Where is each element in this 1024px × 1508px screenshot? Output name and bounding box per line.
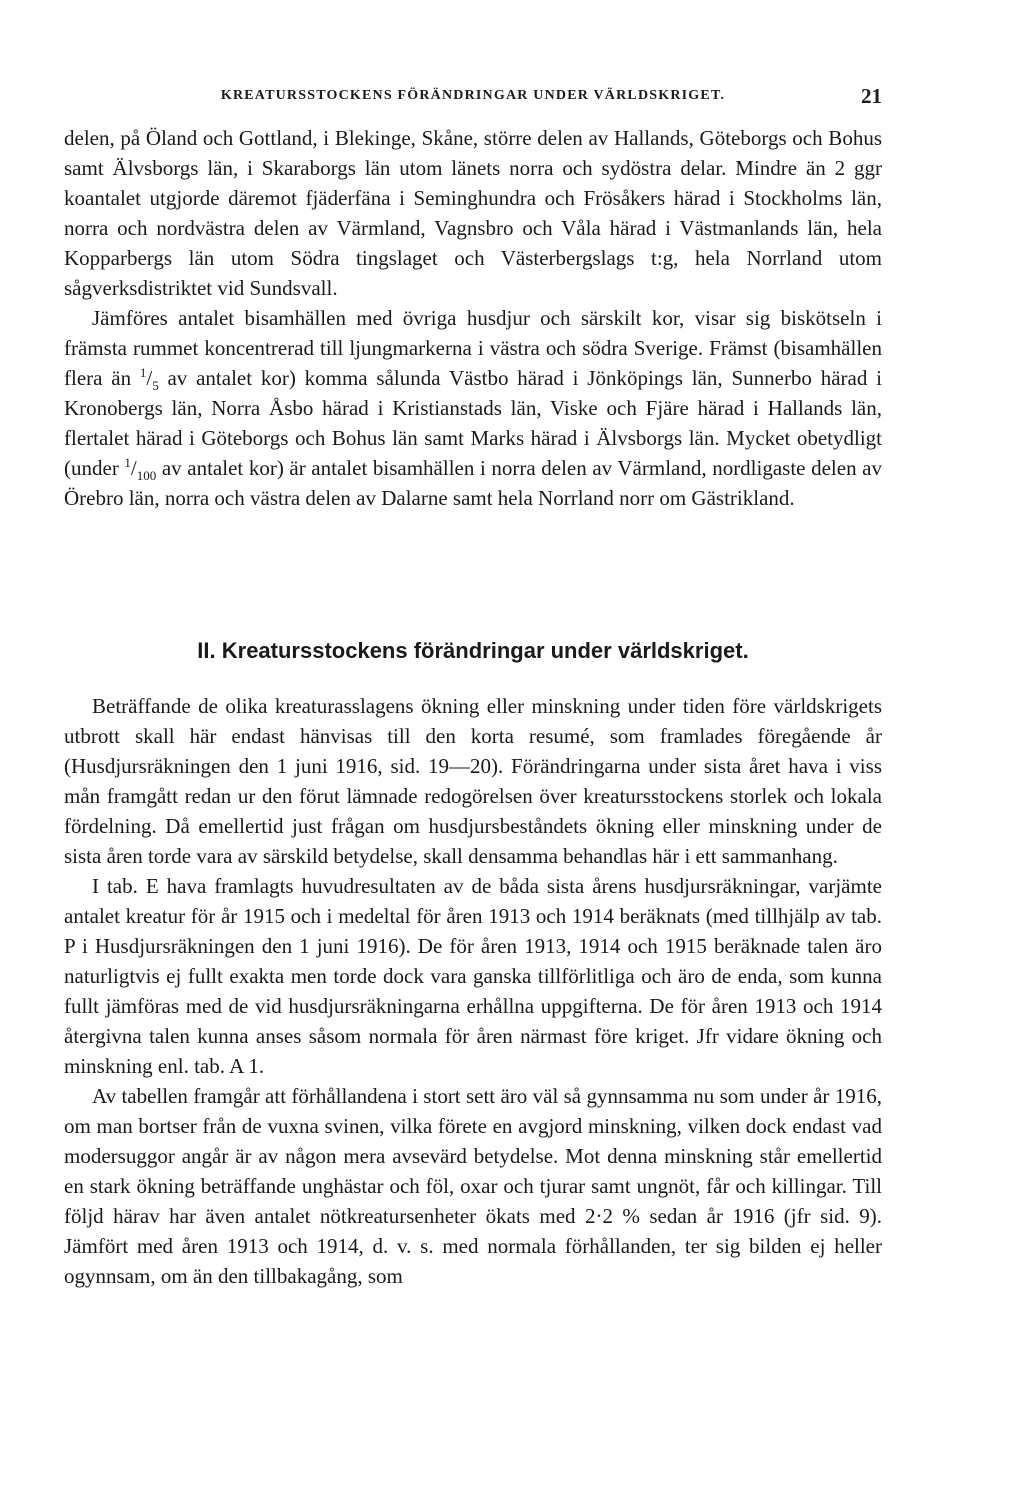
section-2-text <box>64 691 882 1291</box>
running-title: KREATURSSTOCKENS FÖRÄNDRINGAR UNDER VÄRLDSKRIGET. <box>220 88 726 103</box>
fraction-denominator: 100 <box>136 468 157 484</box>
paragraph-text: Jämföres antalet bisamhällen med övriga husdjur och särskilt kor, visar sig biskötseln i främsta rummet koncentrerad till ljungmarkerna i västra och södra Sverige. Främst (bisamhällen flera än <box>64 306 882 390</box>
section-1-text <box>64 123 882 513</box>
fraction-numerator: 1 <box>139 365 147 380</box>
page-number: 21 <box>861 84 882 108</box>
paragraph-text: av antalet kor) komma sålunda Västbo härad i Jönköpings län, Sunnerbo härad i Kronobergs län, Norra Åsbo härad i Kristianstads län, Viske och Fjäre härad i Hallands län, flertalet härad i Göteborgs och Bohus län samt Marks härad i Älvsborgs län. Mycket obetydligt (under <box>64 366 882 480</box>
paragraph-av-tabellen: Av tabellen framgår att förhållandena i stort sett äro väl så gynnsamma nu som under år 1916, om man bortser från de vuxna svinen, vilka förete en avgjord minskning, vilken dock endast vad modersuggor angår är av någon mera avsevärd betydelse. Mot denna minskning står emellertid en stark ökning beträffande unghästar och föl, oxar och tjurar samt ungnöt, får och killingar. Till följd härav har även antalet nötkreatursenheter ökats med 2·2 % sedan år 1916 (jfr sid. 9). Jämfört med åren 1913 och 1914, d. v. s. med normala förhållanden, ter sig bilden ej heller ogynnsam, om än den tillbakagång, som <box>64 1084 882 1288</box>
section-heading: II. Kreatursstockens förändringar under världskriget. <box>197 638 749 663</box>
paragraph-tab-e: I tab. E hava framlagts huvudresultaten av de båda sista årens husdjursräkningar, varjämte antalet kreatur för år 1915 och i medeltal för åren 1913 och 1914 beräknats (med tillhjälp av tab. P i Husdjursräkningen den 1 juni 1916). De för åren 1913, 1914 och 1915 beräknade talen äro naturligtvis ej fullt exakta men torde dock vara ganska tillförlitliga och äro de enda, som kunna fullt jämföras med de vid husdjursräkningarna erhållna uppgifterna. De för åren 1913 och 1914 återgivna talen kunna anses såsom normala för åren närmast före kriget. Jfr vidare ökning och minskning enl. tab. A 1. <box>64 874 882 1078</box>
paragraph-betraffande: Beträffande de olika kreaturasslagens ökning eller minskning under tiden före världskrigets utbrott skall här endast hänvisas till den korta resumé, som framlades föregående år (Husdjursräkningen den 1 juni 1916, sid. 19—20). Förändringarna under sista året hava i viss mån framgått redan ur den förut lämnade redogörelsen över kreatursstockens storlek och lokala fördelning. Då emellertid just frågan om husdjursbeståndets ökning eller minskning under de sista åren torde vara av särskild betydelse, skall densamma behandlas här i ett sammanhang. <box>64 694 882 868</box>
running-head <box>64 84 882 114</box>
fraction-denominator: 5 <box>152 378 159 394</box>
paragraph-continued: delen, på Öland och Gottland, i Blekinge, Skåne, större delen av Hallands, Göteborgs och Bohus samt Älvsborgs län, i Skaraborgs län utom länets norra och sydöstra delar. Mindre än 2 ggr koantalet utgjorde däremot fjäderfäna i Seminghundra och Frösåkers härad i Stockholms län, norra och nordvästra delen av Värmland, Vagnsbro och Våla härad i Västmanlands län, hela Kopparbergs län utom Södra tingslaget och Västerbergslags t:g, hela Norrland utom sågverksdistriktet vid Sundsvall. <box>64 126 882 300</box>
paragraph-text: av antalet kor) är antalet bisamhällen i norra delen av Värmland, nordligaste delen av Örebro län, norra och västra delen av Dalarne samt hela Norrland norr om Gästrikland. <box>64 456 882 510</box>
paragraph-bisamhallen: Jämföres antalet bisamhällen med övriga husdjur och särskilt kor, visar sig biskötseln i främsta rummet koncentrerad till ljungmarkerna i västra och södra Sverige. Främst (bisamhällen flera än $^1/_5$ av antalet kor) komma sålunda Västbo härad i Jönköpings län, Sunnerbo härad i Kronobergs län, Norra Åsbo härad i Kristianstads län, Viske och Fjäre härad i Hallands län, flertalet härad i Göteborgs och Bohus län samt Marks härad i Älvsborgs län. Mycket obetydligt (under $^1/_{100}$ av antalet kor) är antalet bisamhällen i norra delen av Värmland, nordligaste delen av Örebro län, norra och västra delen av Dalarne samt hela Norrland norr om Gästrikland. <box>64 306 882 510</box>
fraction-numerator: 1 <box>124 455 131 470</box>
